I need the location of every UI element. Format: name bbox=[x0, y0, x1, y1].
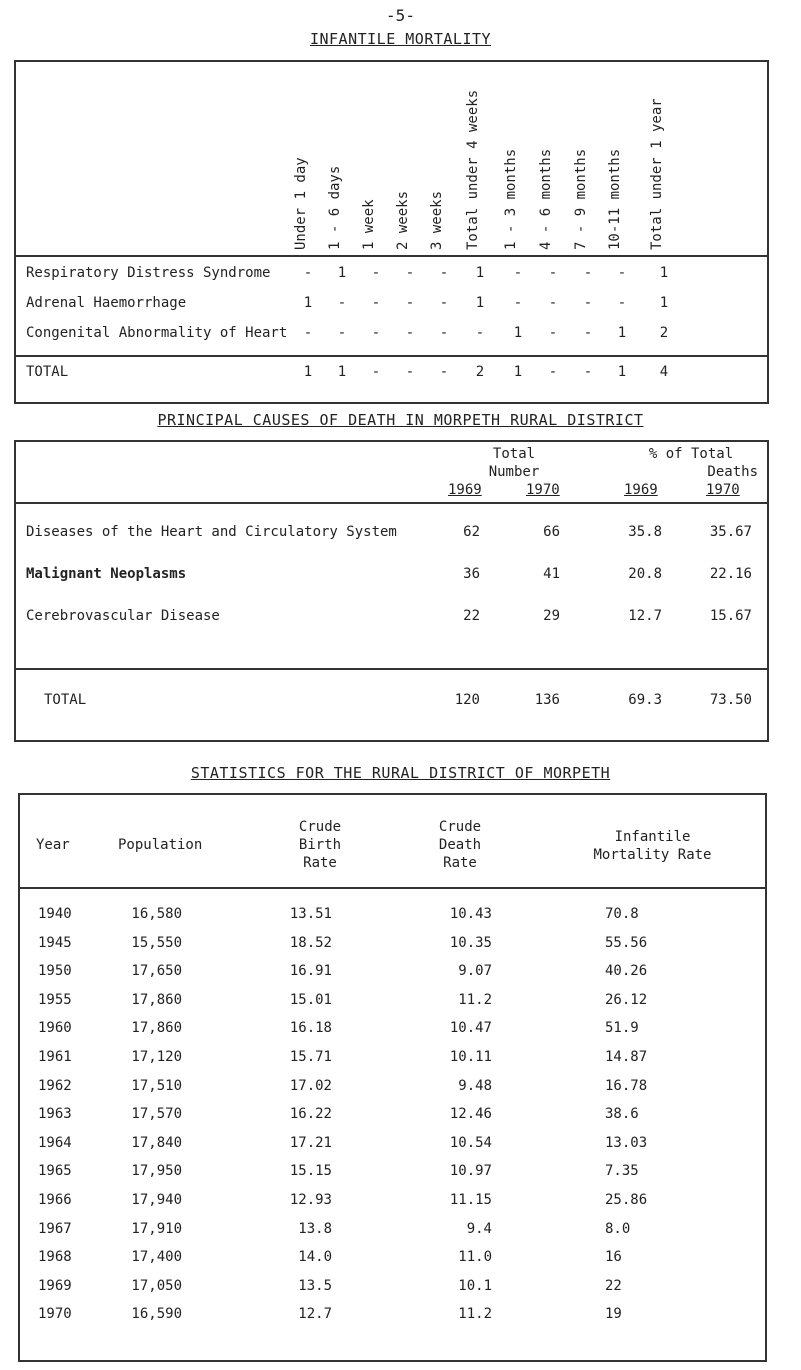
header-divider bbox=[16, 255, 767, 257]
stats-infant-rate: 51.9 bbox=[605, 1020, 639, 1037]
infant-cell: - bbox=[405, 295, 415, 311]
causes-header-number: Number bbox=[488, 464, 540, 480]
causes-total-divider bbox=[16, 668, 767, 670]
infant-total-cell: 1 bbox=[337, 364, 347, 380]
stats-infant-rate: 25.86 bbox=[605, 1192, 648, 1208]
stats-population: 17,050 bbox=[131, 1277, 182, 1294]
stats-population: 17,940 bbox=[131, 1192, 182, 1208]
causes-p1970: 15.67 bbox=[709, 608, 752, 624]
stats-year: 1970 bbox=[38, 1306, 72, 1323]
infant-cell: 1 bbox=[337, 265, 347, 281]
infant-total-cell: 1 bbox=[303, 364, 313, 380]
stats-population: 17,650 bbox=[131, 963, 182, 980]
stats-population: 17,860 bbox=[131, 1020, 182, 1037]
stats-infant-rate: 14.87 bbox=[605, 1049, 648, 1065]
causes-total-n1969: 120 bbox=[454, 692, 480, 708]
causes-total-p1969: 69.3 bbox=[628, 692, 662, 708]
causes-row-label: Malignant Neoplasms bbox=[26, 566, 187, 582]
stats-death-rate: 9.07 bbox=[458, 963, 492, 980]
stats-year: 1965 bbox=[38, 1163, 72, 1180]
stats-year: 1966 bbox=[38, 1192, 72, 1208]
stats-infant-rate: 55.56 bbox=[605, 934, 648, 951]
infant-cell: 1 bbox=[475, 295, 485, 311]
infant-cell: - bbox=[583, 295, 593, 311]
causes-p1970: 22.16 bbox=[709, 566, 752, 582]
infant-cell: 2 bbox=[659, 325, 669, 341]
stats-birth-rate: 15.15 bbox=[289, 1163, 332, 1180]
infant-cell: - bbox=[439, 325, 449, 341]
infant-col-header: 1 - 6 days bbox=[327, 165, 343, 250]
infant-col-header: 3 weeks bbox=[429, 190, 445, 250]
stats-death-rate: 10.11 bbox=[449, 1049, 492, 1065]
infant-cell: 1 bbox=[303, 295, 313, 311]
stats-infant-rate: 13.03 bbox=[605, 1134, 648, 1151]
stats-birth-rate: 17.21 bbox=[289, 1134, 332, 1151]
stats-birth-rate: 16.91 bbox=[289, 963, 332, 980]
stats-header-population: Population bbox=[118, 837, 203, 853]
stats-population: 17,120 bbox=[131, 1049, 182, 1065]
stats-birth-rate: 13.5 bbox=[298, 1277, 332, 1294]
stats-year: 1960 bbox=[38, 1020, 72, 1037]
infant-total-cell: - bbox=[405, 364, 415, 380]
causes-header-pct: % of Total bbox=[648, 446, 734, 462]
stats-year: 1940 bbox=[38, 906, 72, 922]
infant-cell: - bbox=[405, 325, 415, 341]
stats-population: 17,570 bbox=[131, 1106, 182, 1123]
causes-row-label: Diseases of the Heart and Circulatory System bbox=[26, 524, 397, 540]
stats-table bbox=[18, 793, 767, 1362]
infant-cell: - bbox=[617, 295, 627, 311]
stats-birth-rate: 15.71 bbox=[289, 1049, 332, 1065]
stats-population: 17,910 bbox=[131, 1220, 182, 1237]
causes-n1969: 22 bbox=[463, 608, 480, 624]
causes-n1970: 29 bbox=[543, 608, 560, 624]
stats-population: 17,950 bbox=[131, 1163, 182, 1180]
causes-header-year-1969: 1969 bbox=[448, 482, 482, 498]
stats-infant-rate: 8.0 bbox=[605, 1220, 631, 1237]
infant-cell: 1 bbox=[659, 295, 669, 311]
infant-col-header: 10-11 months bbox=[607, 148, 623, 250]
stats-death-rate: 9.4 bbox=[466, 1220, 492, 1237]
infant-total-cell: - bbox=[548, 364, 558, 380]
stats-birth-rate: 17.02 bbox=[289, 1077, 332, 1094]
causes-header-deaths: Deaths bbox=[707, 464, 758, 480]
stats-infant-rate: 16 bbox=[605, 1249, 622, 1266]
infant-total-cell: 1 bbox=[617, 364, 627, 380]
infant-col-header: 1 - 3 months bbox=[503, 148, 519, 250]
stats-year: 1962 bbox=[38, 1077, 72, 1094]
stats-birth-rate: 12.7 bbox=[298, 1306, 332, 1323]
causes-p1969: 12.7 bbox=[628, 608, 662, 624]
causes-p1969: 35.8 bbox=[628, 524, 662, 540]
stats-death-rate: 9.48 bbox=[458, 1077, 492, 1094]
infant-cell: 1 bbox=[513, 325, 523, 341]
stats-header-mortality-rate: Mortality Rate bbox=[593, 847, 712, 863]
stats-death-rate: 11.0 bbox=[458, 1249, 492, 1266]
stats-birth-rate: 13.8 bbox=[298, 1220, 332, 1237]
infant-cell: 1 bbox=[659, 265, 669, 281]
infant-total-cell: - bbox=[439, 364, 449, 380]
stats-death-rate: 11.2 bbox=[458, 991, 492, 1008]
infant-cell: 1 bbox=[617, 325, 627, 341]
stats-population: 17,510 bbox=[131, 1077, 182, 1094]
infant-row-label: Adrenal Haemorrhage bbox=[26, 295, 187, 311]
page-number: -5- bbox=[386, 6, 415, 25]
stats-header-infantile: Infantile bbox=[614, 829, 691, 845]
stats-header-death-1: Crude bbox=[438, 819, 482, 835]
causes-n1969: 36 bbox=[463, 566, 480, 582]
infant-total-cell: 4 bbox=[659, 364, 669, 380]
infant-cell: - bbox=[548, 325, 558, 341]
causes-header-total: Total bbox=[492, 446, 536, 462]
infant-col-header: Under 1 day bbox=[293, 157, 309, 250]
stats-death-rate: 10.97 bbox=[449, 1163, 492, 1180]
infant-total-label: TOTAL bbox=[26, 364, 69, 380]
stats-year: 1967 bbox=[38, 1220, 72, 1237]
infant-cell: - bbox=[371, 325, 381, 341]
stats-population: 17,400 bbox=[131, 1249, 182, 1266]
causes-n1969: 62 bbox=[463, 524, 480, 540]
stats-infant-rate: 40.26 bbox=[605, 963, 648, 980]
causes-p1969: 20.8 bbox=[628, 566, 662, 582]
infant-col-header: Total under 1 year bbox=[649, 98, 665, 250]
stats-birth-rate: 15.01 bbox=[289, 991, 332, 1008]
infant-total-cell: - bbox=[371, 364, 381, 380]
stats-population: 17,860 bbox=[131, 991, 182, 1008]
stats-infant-rate: 22 bbox=[605, 1277, 622, 1294]
infant-row-label: Respiratory Distress Syndrome bbox=[26, 265, 271, 281]
infant-total-cell: - bbox=[583, 364, 593, 380]
infant-cell: - bbox=[513, 265, 523, 281]
infant-col-header: 1 week bbox=[361, 199, 377, 250]
infant-cell: - bbox=[303, 325, 313, 341]
causes-title: PRINCIPAL CAUSES OF DEATH IN MORPETH RURAL DISTRICT bbox=[157, 411, 644, 429]
infant-cell: - bbox=[371, 295, 381, 311]
stats-population: 17,840 bbox=[131, 1134, 182, 1151]
causes-header-pct-1969: 1969 bbox=[624, 482, 658, 498]
infant-cell: - bbox=[337, 325, 347, 341]
stats-year: 1945 bbox=[38, 934, 72, 951]
stats-header-year: Year bbox=[36, 837, 70, 853]
stats-header-birth-1: Crude bbox=[298, 819, 342, 835]
infant-mortality-table bbox=[14, 60, 769, 404]
infant-cell: - bbox=[583, 265, 593, 281]
infant-cell: - bbox=[337, 295, 347, 311]
stats-birth-rate: 16.18 bbox=[289, 1020, 332, 1037]
stats-population: 16,590 bbox=[131, 1306, 182, 1323]
causes-n1970: 66 bbox=[543, 524, 560, 540]
stats-header-birth-2: Birth bbox=[298, 837, 342, 853]
stats-death-rate: 10.43 bbox=[449, 906, 492, 922]
total-divider bbox=[16, 355, 767, 357]
stats-infant-rate: 70.8 bbox=[605, 906, 639, 922]
infant-cell: - bbox=[439, 265, 449, 281]
infant-cell: - bbox=[548, 265, 558, 281]
stats-header-death-2: Death bbox=[438, 837, 482, 853]
infant-cell: - bbox=[548, 295, 558, 311]
infant-cell: - bbox=[475, 325, 485, 341]
causes-n1970: 41 bbox=[543, 566, 560, 582]
stats-header-divider bbox=[20, 887, 765, 889]
stats-death-rate: 10.47 bbox=[449, 1020, 492, 1037]
stats-death-rate: 10.35 bbox=[449, 934, 492, 951]
infant-cell: - bbox=[303, 265, 313, 281]
infant-cell: 1 bbox=[475, 265, 485, 281]
stats-year: 1950 bbox=[38, 963, 72, 980]
causes-total-p1970: 73.50 bbox=[709, 692, 752, 708]
stats-year: 1961 bbox=[38, 1049, 72, 1065]
causes-header-pct-1970: 1970 bbox=[706, 482, 740, 498]
infant-cell: - bbox=[583, 325, 593, 341]
infant-cell: - bbox=[405, 265, 415, 281]
stats-title: STATISTICS FOR THE RURAL DISTRICT OF MORPETH bbox=[190, 764, 611, 782]
infant-cell: - bbox=[439, 295, 449, 311]
infant-col-header: Total under 4 weeks bbox=[465, 89, 481, 250]
stats-year: 1969 bbox=[38, 1277, 72, 1294]
stats-birth-rate: 14.0 bbox=[298, 1249, 332, 1266]
stats-year: 1968 bbox=[38, 1249, 72, 1266]
stats-header-death-3: Rate bbox=[443, 855, 477, 871]
stats-death-rate: 10.54 bbox=[449, 1134, 492, 1151]
causes-total-label: TOTAL bbox=[44, 692, 87, 708]
causes-table bbox=[14, 440, 769, 742]
stats-birth-rate: 12.93 bbox=[289, 1192, 332, 1208]
stats-birth-rate: 13.51 bbox=[289, 906, 332, 922]
stats-year: 1963 bbox=[38, 1106, 72, 1123]
stats-year: 1964 bbox=[38, 1134, 72, 1151]
stats-infant-rate: 26.12 bbox=[605, 991, 648, 1008]
infant-total-cell: 2 bbox=[475, 364, 485, 380]
stats-death-rate: 10.1 bbox=[458, 1277, 492, 1294]
stats-birth-rate: 18.52 bbox=[289, 934, 332, 951]
stats-infant-rate: 7.35 bbox=[605, 1163, 639, 1180]
infant-col-header: 7 - 9 months bbox=[573, 148, 589, 250]
causes-total-n1970: 136 bbox=[534, 692, 560, 708]
causes-header-divider bbox=[16, 502, 767, 504]
infant-total-cell: 1 bbox=[513, 364, 523, 380]
infant-mortality-title: INFANTILE MORTALITY bbox=[309, 30, 492, 48]
stats-infant-rate: 19 bbox=[605, 1306, 622, 1323]
causes-row-label: Cerebrovascular Disease bbox=[26, 608, 220, 624]
stats-death-rate: 11.2 bbox=[458, 1306, 492, 1323]
stats-header-birth-3: Rate bbox=[303, 855, 337, 871]
infant-cell: - bbox=[513, 295, 523, 311]
stats-year: 1955 bbox=[38, 991, 72, 1008]
stats-population: 15,550 bbox=[131, 934, 182, 951]
infant-cell: - bbox=[617, 265, 627, 281]
infant-col-header: 2 weeks bbox=[395, 190, 411, 250]
stats-birth-rate: 16.22 bbox=[289, 1106, 332, 1123]
stats-death-rate: 12.46 bbox=[449, 1106, 492, 1123]
stats-infant-rate: 16.78 bbox=[605, 1077, 648, 1094]
causes-header-year-1970: 1970 bbox=[526, 482, 560, 498]
infant-col-header: 4 - 6 months bbox=[538, 148, 554, 250]
causes-p1970: 35.67 bbox=[709, 524, 752, 540]
stats-population: 16,580 bbox=[131, 906, 182, 922]
stats-death-rate: 11.15 bbox=[449, 1192, 492, 1208]
infant-cell: - bbox=[371, 265, 381, 281]
infant-row-label: Congenital Abnormality of Heart bbox=[26, 325, 288, 341]
stats-infant-rate: 38.6 bbox=[605, 1106, 639, 1123]
